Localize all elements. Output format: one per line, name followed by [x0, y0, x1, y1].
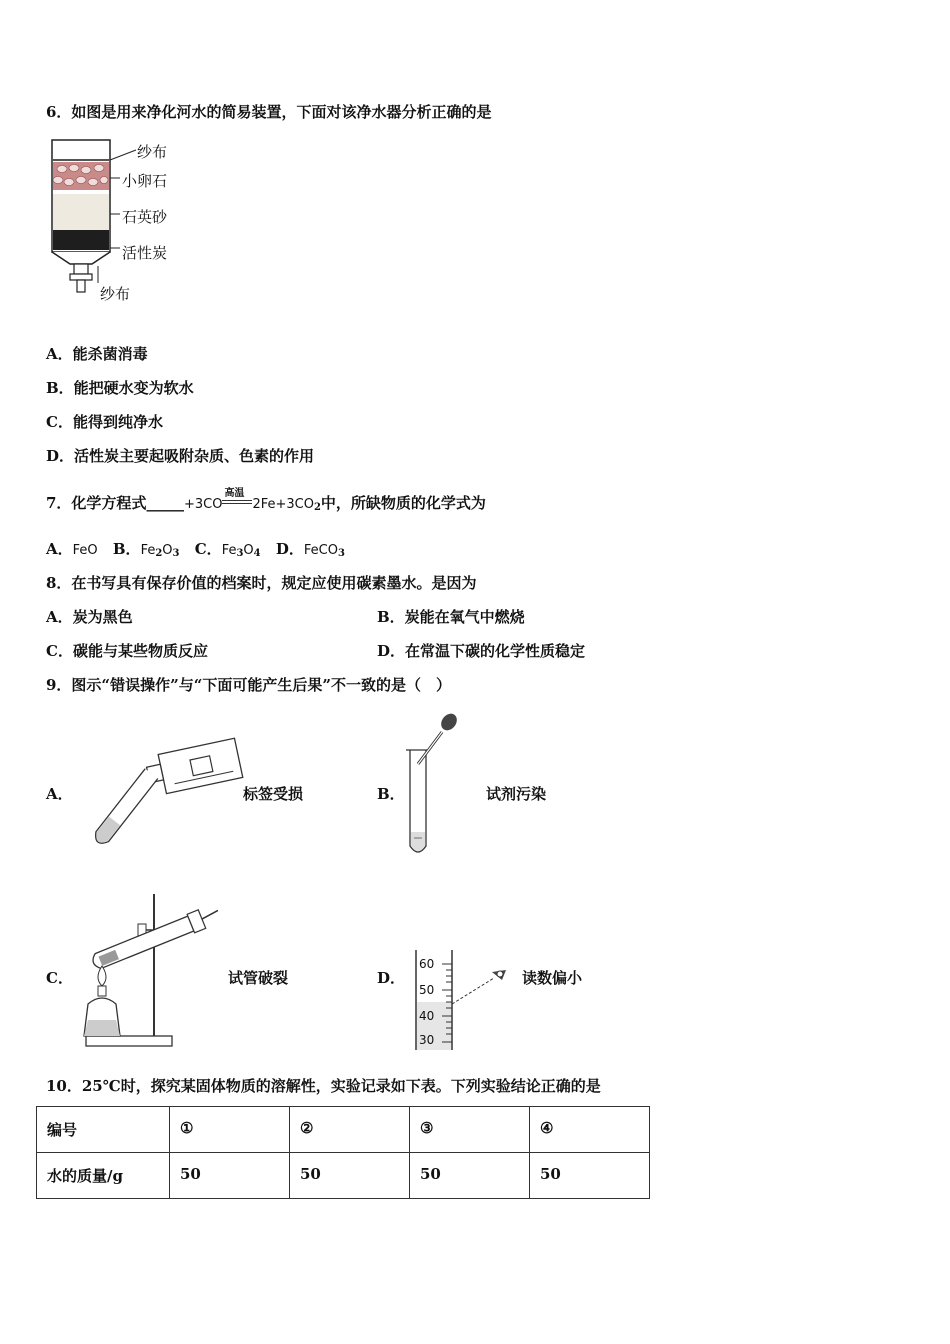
q7-option-b: B．$Fe_2O_3$: [112, 540, 180, 559]
q7-equals-sign: [222, 488, 252, 511]
dropper-in-test-tube-figure: [404, 708, 474, 858]
q9-option-d-label: D．: [377, 969, 406, 987]
q7-product: 2Fe+3CO: [252, 497, 314, 512]
q9-stem: 9．图示“错误操作”与“下面可能产生后果”不一致的是（ ）: [46, 676, 451, 694]
figure-label-activated-carbon: 活性炭: [122, 244, 168, 262]
figure-label-gauze-bottom: 纱布: [100, 285, 131, 303]
q10-stem: 10．25℃时，探究某固体物质的溶解性，实验记录如下表。下列实验结论正确的是: [46, 1077, 601, 1095]
q9-option-b-caption: 试剂污染: [486, 785, 547, 803]
q7-stem-prefix: 7．化学方程式: [46, 494, 147, 512]
pouring-liquid-figure: [70, 720, 250, 870]
q6-option-b: B．能把硬水变为软水: [46, 379, 194, 397]
cylinder-mark-40: 40: [419, 1009, 435, 1023]
q8-option-d: D．在常温下碳的化学性质稳定: [377, 642, 586, 660]
table-cell: 50: [170, 1153, 290, 1199]
figure-label-pebbles: 小卵石: [122, 172, 168, 190]
solubility-table: [36, 1106, 650, 1199]
q9-option-a-caption: 标签受损: [243, 785, 304, 803]
figure-label-gauze-top: 纱布: [137, 143, 168, 161]
q9-option-d-caption: 读数偏小: [522, 969, 583, 987]
q6-option-a: A．能杀菌消毒: [46, 345, 148, 363]
table-cell: 水的质量/g: [37, 1153, 170, 1199]
q8-option-b: B．炭能在氧气中燃烧: [377, 608, 525, 626]
cylinder-mark-30: 30: [419, 1033, 435, 1047]
q8-option-a: A．炭为黑色: [46, 608, 133, 626]
q7-blank: _____: [146, 494, 184, 512]
q7-reactant: +3CO: [183, 497, 223, 512]
q9-option-c-label: C．: [46, 969, 73, 987]
q6-option-c: C．能得到纯净水: [46, 413, 163, 431]
q7-option-d: D．FeCO$_3$: [275, 540, 345, 559]
table-header-cell: ①: [170, 1107, 290, 1153]
heating-test-tube-figure: [76, 886, 246, 1056]
table-cell: 50: [290, 1153, 410, 1199]
q7-option-c: C．$Fe_3O_4$: [194, 540, 261, 559]
table-row: [37, 1107, 650, 1153]
q6-stem: 6．如图是用来净化河水的简易装置，下面对该净水器分析正确的是: [46, 103, 492, 121]
q6-option-d: D．活性炭主要起吸附杂质、色素的作用: [46, 447, 315, 465]
cylinder-mark-60: 60: [419, 957, 435, 971]
table-cell: 50: [410, 1153, 530, 1199]
q8-option-c: C．碳能与某些物质反应: [46, 642, 208, 660]
q7-stem: [46, 488, 486, 517]
q7-stem-suffix: 中，所缺物质的化学式为: [320, 494, 486, 512]
table-header-cell: 编号: [37, 1107, 170, 1153]
figure-label-quartz-sand: 石英砂: [122, 208, 168, 226]
cylinder-mark-50: 50: [419, 983, 435, 997]
q9-option-b-label: B．: [377, 785, 405, 803]
q7-product-sub: 2: [313, 502, 321, 513]
table-header-cell: ④: [530, 1107, 650, 1153]
q9-option-c-caption: 试管破裂: [228, 969, 289, 987]
table-header-cell: ③: [410, 1107, 530, 1153]
q7-condition: 高温: [224, 488, 245, 499]
q7-option-a: A．FeO: [46, 540, 98, 558]
table-row: [37, 1153, 650, 1199]
table-cell: 50: [530, 1153, 650, 1199]
q7-options: [46, 540, 345, 563]
q8-stem: 8．在书写具有保存价值的档案时，规定应使用碳素墨水。是因为: [46, 574, 477, 592]
q9-option-a-label: A．: [46, 785, 73, 803]
table-header-cell: ②: [290, 1107, 410, 1153]
